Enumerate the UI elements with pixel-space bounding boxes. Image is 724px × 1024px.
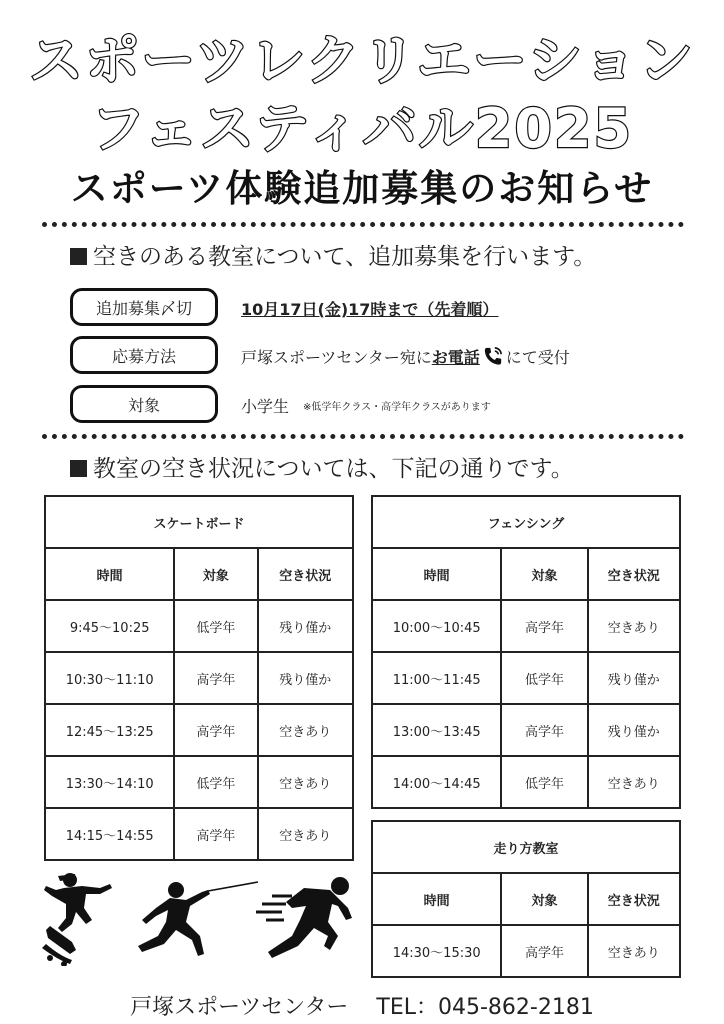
target-cell: 低学年 bbox=[501, 652, 587, 704]
time-cell: 11:00～11:45 bbox=[372, 652, 501, 704]
target-text: 小学生 bbox=[241, 397, 290, 416]
target-cell: 高学年 bbox=[174, 808, 257, 860]
fencing-table bbox=[371, 495, 681, 809]
status-cell: 残り僅か bbox=[588, 704, 680, 756]
column-header-target: 対象 bbox=[174, 548, 257, 600]
table-row bbox=[45, 756, 353, 808]
footer-tel: TEL：045-862-2181 bbox=[376, 995, 594, 1020]
column-header-time: 時間 bbox=[372, 873, 501, 925]
skateboarder-silhouette bbox=[40, 868, 116, 966]
section-heading-text: 空きのある教室について、追加募集を行います。 bbox=[93, 244, 597, 270]
table-row bbox=[45, 704, 353, 756]
column-header-status: 空き状況 bbox=[588, 548, 680, 600]
column-header-time: 時間 bbox=[45, 548, 174, 600]
dotted-divider bbox=[42, 434, 684, 439]
time-cell: 13:30～14:10 bbox=[45, 756, 174, 808]
target-cell: 高学年 bbox=[501, 704, 587, 756]
target-cell: 低学年 bbox=[174, 756, 257, 808]
table-row bbox=[372, 704, 680, 756]
time-cell: 14:15～14:55 bbox=[45, 808, 174, 860]
column-header-target: 対象 bbox=[501, 873, 587, 925]
time-cell: 9:45～10:25 bbox=[45, 600, 174, 652]
method-value bbox=[241, 345, 570, 368]
section-heading-recruitment bbox=[70, 238, 596, 271]
target-cell: 高学年 bbox=[174, 704, 257, 756]
time-cell: 14:00～14:45 bbox=[372, 756, 501, 808]
status-cell: 空きあり bbox=[258, 756, 353, 808]
phone-icon bbox=[482, 346, 504, 366]
skateboard-table bbox=[44, 495, 354, 861]
column-header-time: 時間 bbox=[372, 548, 501, 600]
status-cell: 空きあり bbox=[258, 704, 353, 756]
table-title: 走り方教室 bbox=[372, 821, 680, 873]
fencer-silhouette bbox=[128, 878, 260, 960]
method-label: 応募方法 bbox=[70, 336, 218, 374]
title-line-1: スポーツレクリエーション bbox=[29, 29, 695, 92]
time-cell: 12:45～13:25 bbox=[45, 704, 174, 756]
time-cell: 10:30～11:10 bbox=[45, 652, 174, 704]
section-heading-availability bbox=[70, 450, 574, 483]
target-cell: 高学年 bbox=[174, 652, 257, 704]
table-row bbox=[372, 925, 680, 977]
method-suffix: にて受付 bbox=[505, 348, 570, 367]
runner-silhouette bbox=[252, 872, 362, 964]
deadline-label: 追加募集〆切 bbox=[70, 288, 218, 326]
column-header-target: 対象 bbox=[501, 548, 587, 600]
subtitle: スポーツ体験追加募集のお知らせ bbox=[70, 167, 654, 210]
table-row bbox=[372, 600, 680, 652]
target-value bbox=[241, 394, 491, 417]
target-cell: 低学年 bbox=[174, 600, 257, 652]
column-header-status: 空き状況 bbox=[588, 873, 680, 925]
section-heading-text: 教室の空き状況については、下記の通りです。 bbox=[93, 456, 574, 482]
target-note: ※低学年クラス・高学年クラスがあります bbox=[303, 402, 491, 413]
time-cell: 13:00～13:45 bbox=[372, 704, 501, 756]
deadline-value: 10月17日(金)17時まで（先着順） bbox=[241, 300, 499, 319]
target-cell: 高学年 bbox=[501, 600, 587, 652]
footer-org: 戸塚スポーツセンター bbox=[130, 995, 349, 1020]
target-label: 対象 bbox=[70, 385, 218, 423]
square-bullet-icon bbox=[70, 248, 87, 265]
square-bullet-icon bbox=[70, 460, 87, 477]
target-cell: 高学年 bbox=[501, 925, 587, 977]
table-title: フェンシング bbox=[372, 496, 680, 548]
footer bbox=[0, 990, 724, 1021]
column-header-status: 空き状況 bbox=[258, 548, 353, 600]
status-cell: 空きあり bbox=[588, 600, 680, 652]
time-cell: 14:30～15:30 bbox=[372, 925, 501, 977]
table-row bbox=[372, 652, 680, 704]
status-cell: 空きあり bbox=[588, 925, 680, 977]
table-row bbox=[372, 756, 680, 808]
status-cell: 空きあり bbox=[258, 808, 353, 860]
table-row bbox=[45, 808, 353, 860]
table-row bbox=[45, 652, 353, 704]
method-prefix: 戸塚スポーツセンター宛に bbox=[241, 348, 432, 367]
table-row bbox=[45, 600, 353, 652]
status-cell: 残り僅か bbox=[258, 652, 353, 704]
method-emphasis: お電話 bbox=[431, 348, 480, 367]
title-line-2: フェスティバル2025 bbox=[90, 97, 634, 160]
table-title: スケートボード bbox=[45, 496, 353, 548]
status-cell: 残り僅か bbox=[588, 652, 680, 704]
running-table bbox=[371, 820, 681, 978]
target-cell: 低学年 bbox=[501, 756, 587, 808]
status-cell: 残り僅か bbox=[258, 600, 353, 652]
dotted-divider bbox=[42, 222, 684, 227]
time-cell: 10:00～10:45 bbox=[372, 600, 501, 652]
status-cell: 空きあり bbox=[588, 756, 680, 808]
